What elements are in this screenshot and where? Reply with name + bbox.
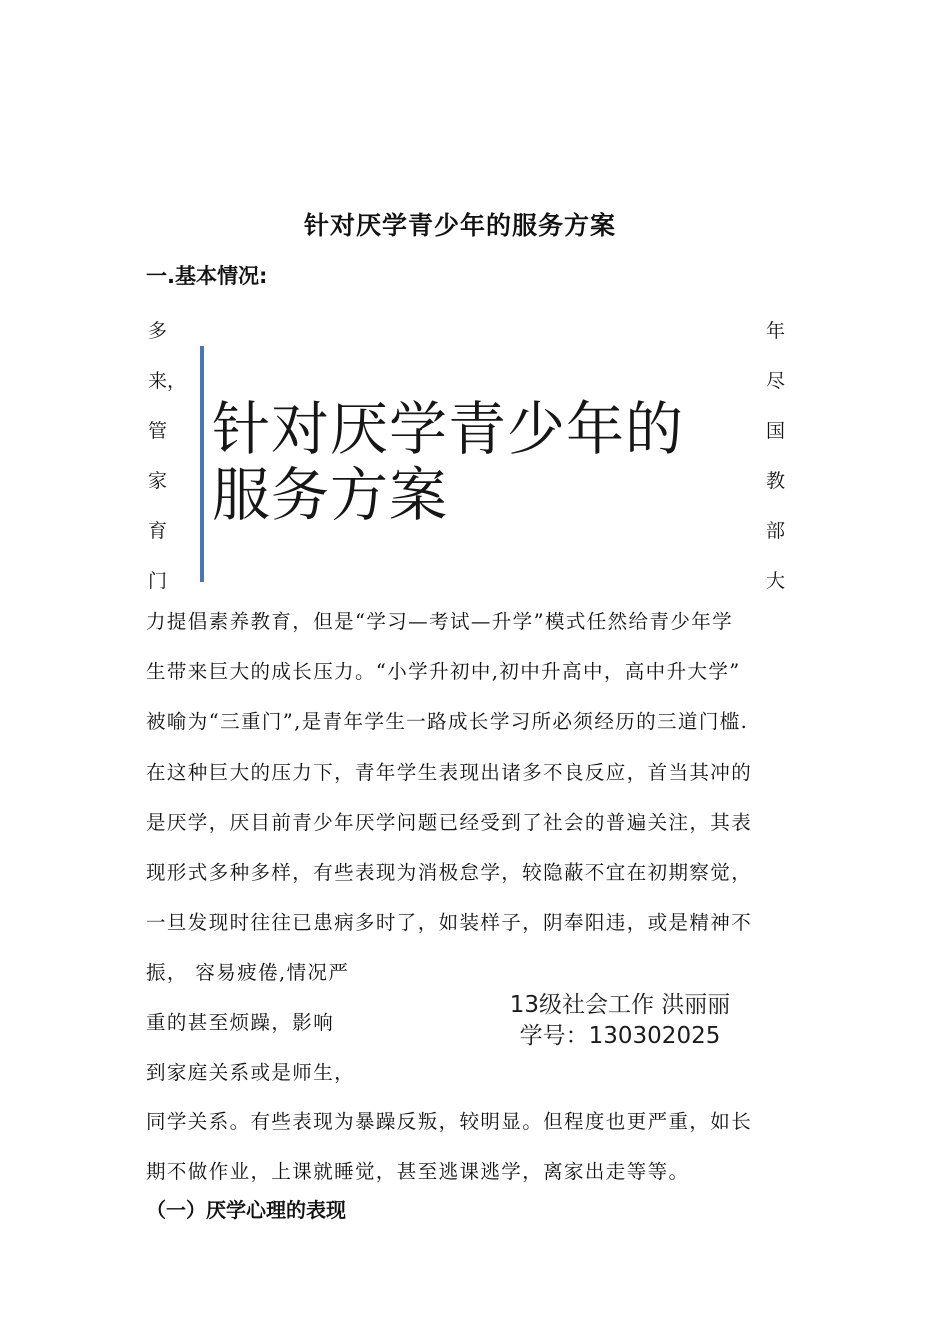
left-column-line: 门 (148, 570, 168, 592)
body-line: 被喻为“三重门”,是青年学生一路成长学习所必须经历的三道门槛. (146, 710, 749, 734)
body-line: 一旦发现时往往已患病多时了，如装样子，阴奉阳违，或是精神不 (146, 911, 753, 935)
cover-title (212, 396, 752, 528)
right-column-line: 大 (766, 570, 786, 592)
body-line: 在这种巨大的压力下，青年学生表现出诸多不良反应，首当其冲的 (146, 760, 753, 784)
section-heading-basic-situation: 一.基本情况: (146, 264, 268, 288)
body-line: 振， 容易疲倦,情况严 (146, 961, 350, 984)
left-column-line: 育 (148, 520, 168, 542)
left-column-line: 来， (148, 370, 187, 392)
left-column-line: 多 (148, 320, 168, 342)
left-text-column (148, 306, 188, 606)
body-line: 期不做作业，上课就睡觉，甚至逃课逃学，离家出走等等。 (146, 1160, 690, 1184)
cover-title-line-2: 服务方案 (212, 461, 449, 529)
right-text-column (766, 306, 806, 606)
body-line: 力提倡素养教育，但是“学习—考试—升学”模式任然给青少年学 (146, 610, 734, 633)
body-line: 生带来巨大的成长压力。“小学升初中,初中升高中，高中升大学” (146, 660, 741, 684)
body-line: 现形式多种多样，有些表现为消极怠学，较隐蔽不宜在初期察觉， (146, 861, 753, 885)
left-column-line: 管 (148, 420, 168, 442)
body-line: 是厌学，厌目前青少年厌学问题已经受到了社会的普遍关注，其表 (146, 810, 753, 834)
right-column-line: 教 (766, 470, 786, 492)
left-column-line: 家 (148, 470, 168, 492)
document-title: 针对厌学青少年的服务方案 (303, 211, 616, 240)
body-paragraph-narrow (146, 948, 396, 1099)
right-column-line: 尽 (766, 370, 786, 392)
subsection-heading-manifestations: （一）厌学心理的表现 (146, 1198, 346, 1222)
right-column-line: 国 (766, 420, 786, 442)
right-column-line: 年 (766, 320, 786, 342)
cover-accent-bar (200, 346, 204, 582)
body-paragraph-2 (146, 1097, 810, 1197)
author-name: 13级社会工作 洪丽丽 (509, 992, 731, 1018)
right-column-line: 部 (766, 520, 786, 542)
body-line: 重的甚至烦躁，影响 (146, 1011, 335, 1035)
body-paragraph-1 (146, 597, 810, 948)
body-line: 同学关系。有些表现为暴躁反叛，较明显。但程度也更严重，如长 (146, 1110, 753, 1133)
student-id: 学号：130302025 (519, 1023, 721, 1049)
body-line: 到家庭关系或是师生， (146, 1061, 356, 1085)
cover-author-block (470, 990, 770, 1052)
cover-title-line-1: 针对厌学青少年的 (212, 395, 685, 463)
